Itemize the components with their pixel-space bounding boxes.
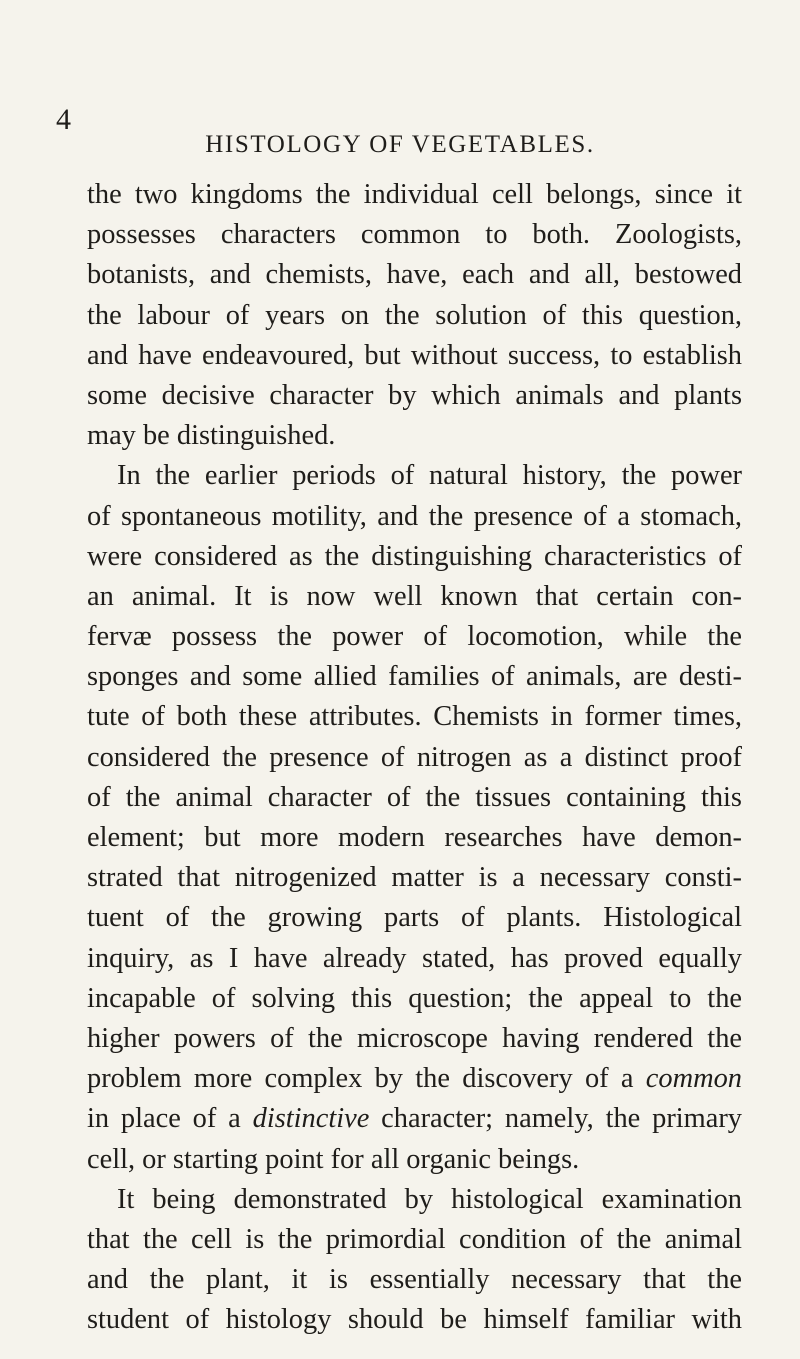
text-line: considered the presence of nitrogen as a distinct proof: [87, 741, 742, 773]
text-line: tuent of the growing parts of plants. Histological: [87, 902, 742, 934]
text-line: of the animal character of the tissues containing this: [87, 781, 742, 813]
text-line: the two kingdoms the individual cell belongs, since it: [87, 179, 742, 210]
text-line: cell, or starting point for all organic beings.: [87, 1143, 580, 1175]
text-line: tute of both these attributes. Chemists in former times,: [87, 701, 742, 733]
italic-text: distinctive: [252, 1103, 370, 1135]
text-line: inquiry, as I have already stated, has proved equally: [87, 942, 742, 974]
text-line: were considered as the distinguishing characteristics of: [87, 540, 742, 572]
text-line: some decisive character by which animals and plants: [87, 379, 742, 411]
text-line: It being demonstrated by histological examination: [117, 1183, 742, 1215]
italic-text: common: [645, 1063, 742, 1095]
page-number: 4: [56, 103, 71, 136]
text-line: [87, 1059, 742, 1099]
text-line: incapable of solving this question; the appeal to the: [87, 982, 742, 1014]
text-segment: problem more complex by the discovery of a: [87, 1063, 646, 1095]
text-line: fervæ possess the power of locomotion, while the: [87, 621, 742, 653]
body-text: [87, 175, 742, 1340]
text-line: higher powers of the microscope having rendered the: [87, 1022, 742, 1054]
text-line: the labour of years on the solution of this question,: [87, 299, 742, 331]
text-segment: in place of a: [87, 1103, 253, 1135]
text-line: element; but more modern researches have demon-: [87, 822, 742, 853]
text-line: and have endeavoured, but without success, to establish: [87, 339, 742, 371]
text-line: [87, 1099, 742, 1139]
text-line: may be distinguished.: [87, 420, 336, 452]
text-line: botanists, and chemists, have, each and all, bestowed: [87, 259, 742, 291]
text-line: and the plant, it is essentially necessary that the: [87, 1264, 742, 1296]
text-segment: character; namely, the primary: [369, 1103, 742, 1135]
text-line: sponges and some allied families of animals, are desti-: [87, 661, 742, 693]
text-line: In the earlier periods of natural history, the power: [117, 460, 742, 492]
running-head: HISTOLOGY OF VEGETABLES.: [205, 131, 595, 158]
text-line: possesses characters common to both. Zoologists,: [87, 219, 742, 251]
text-line: student of histology should be himself familiar with: [87, 1304, 742, 1336]
text-line: that the cell is the primordial condition of the animal: [87, 1223, 742, 1255]
text-line: an animal. It is now well known that certain con-: [87, 580, 742, 612]
text-line: of spontaneous motility, and the presence of a stomach,: [87, 500, 742, 532]
text-line: strated that nitrogenized matter is a necessary consti-: [87, 862, 742, 894]
